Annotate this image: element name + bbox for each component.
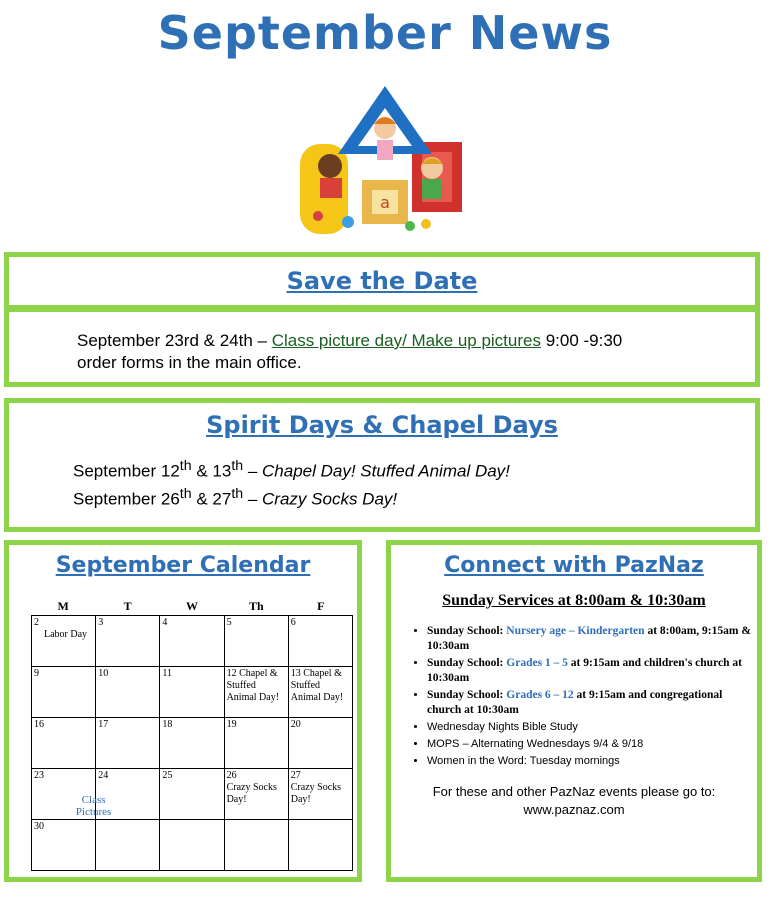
calendar-cell (96, 820, 160, 871)
calendar-day-header: W (185, 599, 198, 613)
save-the-date-prefix: September 23rd & 24th – (77, 331, 272, 350)
calendar-cell (224, 820, 288, 871)
calendar-cell (224, 667, 288, 718)
svg-text:a: a (380, 193, 390, 212)
calendar-cell (32, 718, 96, 769)
save-the-date-text (77, 330, 737, 374)
calendar-date-number: 9 (34, 668, 39, 679)
calendar-event-text: 13 Chapel & Stuffed Animal Day! (290, 668, 344, 703)
calendar-event-text: Crazy Socks Day! (290, 782, 342, 805)
calendar-day-header: M (57, 599, 69, 613)
calendar-week-row (32, 769, 353, 820)
calendar-event-text: 12 Chapel & Stuffed Animal Day! (226, 668, 280, 703)
spirit-days-heading: Spirit Days & Chapel Days (206, 411, 558, 439)
save-the-date-line2: order forms in the main office. (77, 353, 302, 372)
children-blocks-illustration (300, 84, 470, 244)
event-item: • Women in the Word: Tuesday mornings (427, 754, 757, 769)
calendar-cell (160, 667, 224, 718)
calendar-day-header: T (123, 599, 132, 613)
calendar-date-number: 24 (98, 770, 109, 781)
connect-list (391, 624, 757, 769)
calendar-date-number: 23 (34, 770, 44, 781)
calendar-table (31, 615, 353, 871)
sunday-school-item: • Sunday School: Grades 1 – 5 at 9:15am and children's church at 10:30am (427, 656, 757, 686)
calendar-cell (288, 769, 352, 820)
calendar-cell (96, 718, 160, 769)
save-the-date-time: 9:00 -9:30 (540, 331, 623, 350)
calendar-cell (32, 820, 96, 871)
calendar-date-number: 19 (226, 719, 237, 730)
footer-line-1: For these and other PazNaz events please go to: (432, 784, 716, 799)
page-title: September News (157, 6, 613, 60)
class-pictures-label: Class Pictures (75, 794, 112, 818)
calendar-date-number: 26 (226, 770, 237, 781)
connect-heading: Connect with PazNaz (444, 553, 704, 578)
calendar-date-number: 18 (162, 719, 173, 730)
calendar-event-text: Labor Day (44, 629, 88, 640)
calendar-cell (160, 616, 224, 667)
calendar-date-number: 2 (34, 617, 39, 628)
calendar-cell (288, 667, 352, 718)
calendar-event-text: Crazy Socks Day! (226, 782, 277, 805)
save-the-date-header-box (4, 252, 760, 310)
calendar-day-header: Th (249, 599, 264, 613)
save-the-date-heading: Save the Date (286, 267, 478, 295)
calendar-cell (288, 820, 352, 871)
calendar-date-number: 4 (162, 617, 168, 628)
event-item: • Wednesday Nights Bible Study (427, 720, 757, 735)
calendar-week-row (32, 820, 353, 871)
calendar-cell (96, 616, 160, 667)
spirit-line-2: September 26th & 27th – Crazy Socks Day! (73, 485, 398, 509)
spirit-days-box (4, 398, 760, 532)
sunday-school-item: • Sunday School: Grades 6 – 12 at 9:15am and congregational church at 10:30am (427, 688, 757, 718)
calendar-cell (96, 667, 160, 718)
save-the-date-body-box (4, 307, 760, 387)
sunday-school-item: • Sunday School: Nursery age – Kindergarten at 8:00am, 9:15am & 10:30am (427, 624, 757, 654)
calendar-date-number: 17 (98, 719, 109, 730)
calendar-date-number: 27 (290, 770, 301, 781)
connect-paznaz-box (386, 540, 762, 882)
event-item: • MOPS – Alternating Wednesdays 9/4 & 9/18 (427, 737, 757, 752)
calendar-week-row (32, 667, 353, 718)
website-link[interactable]: www.paznaz.com (523, 802, 625, 817)
calendar-cell (288, 616, 352, 667)
spirit-days-lines (73, 455, 510, 510)
calendar-day-header: F (317, 599, 325, 613)
spirit-line-1: September 12th & 13th – Chapel Day! Stuffed Animal Day! (73, 458, 510, 481)
calendar-cell (224, 718, 288, 769)
calendar-cell (160, 769, 224, 820)
calendar-cell (288, 718, 352, 769)
calendar-date-number: 3 (98, 617, 104, 628)
calendar-grid (31, 599, 353, 871)
calendar-date-number: 10 (98, 668, 109, 679)
calendar-cell (32, 667, 96, 718)
calendar-date-number: 11 (162, 668, 173, 679)
calendar-day-headers (31, 599, 353, 615)
calendar-week-row (32, 616, 353, 667)
september-calendar-box (4, 540, 362, 882)
calendar-date-number: 6 (290, 617, 296, 628)
calendar-cell (160, 718, 224, 769)
calendar-cell (224, 616, 288, 667)
calendar-cell (224, 769, 288, 820)
calendar-date-number: 25 (162, 770, 173, 781)
calendar-cell (160, 820, 224, 871)
calendar-date-number: 20 (290, 719, 301, 730)
calendar-date-number: 5 (226, 617, 232, 628)
calendar-date-number: 30 (34, 821, 44, 832)
calendar-cell (32, 616, 96, 667)
calendar-week-row (32, 718, 353, 769)
calendar-date-number: 16 (34, 719, 44, 730)
connect-footer (391, 783, 757, 819)
calendar-heading: September Calendar (55, 553, 311, 578)
sunday-services: Sunday Services at 8:00am & 10:30am (442, 592, 706, 609)
class-picture-link[interactable]: Class picture day/ Make up pictures (271, 331, 541, 350)
